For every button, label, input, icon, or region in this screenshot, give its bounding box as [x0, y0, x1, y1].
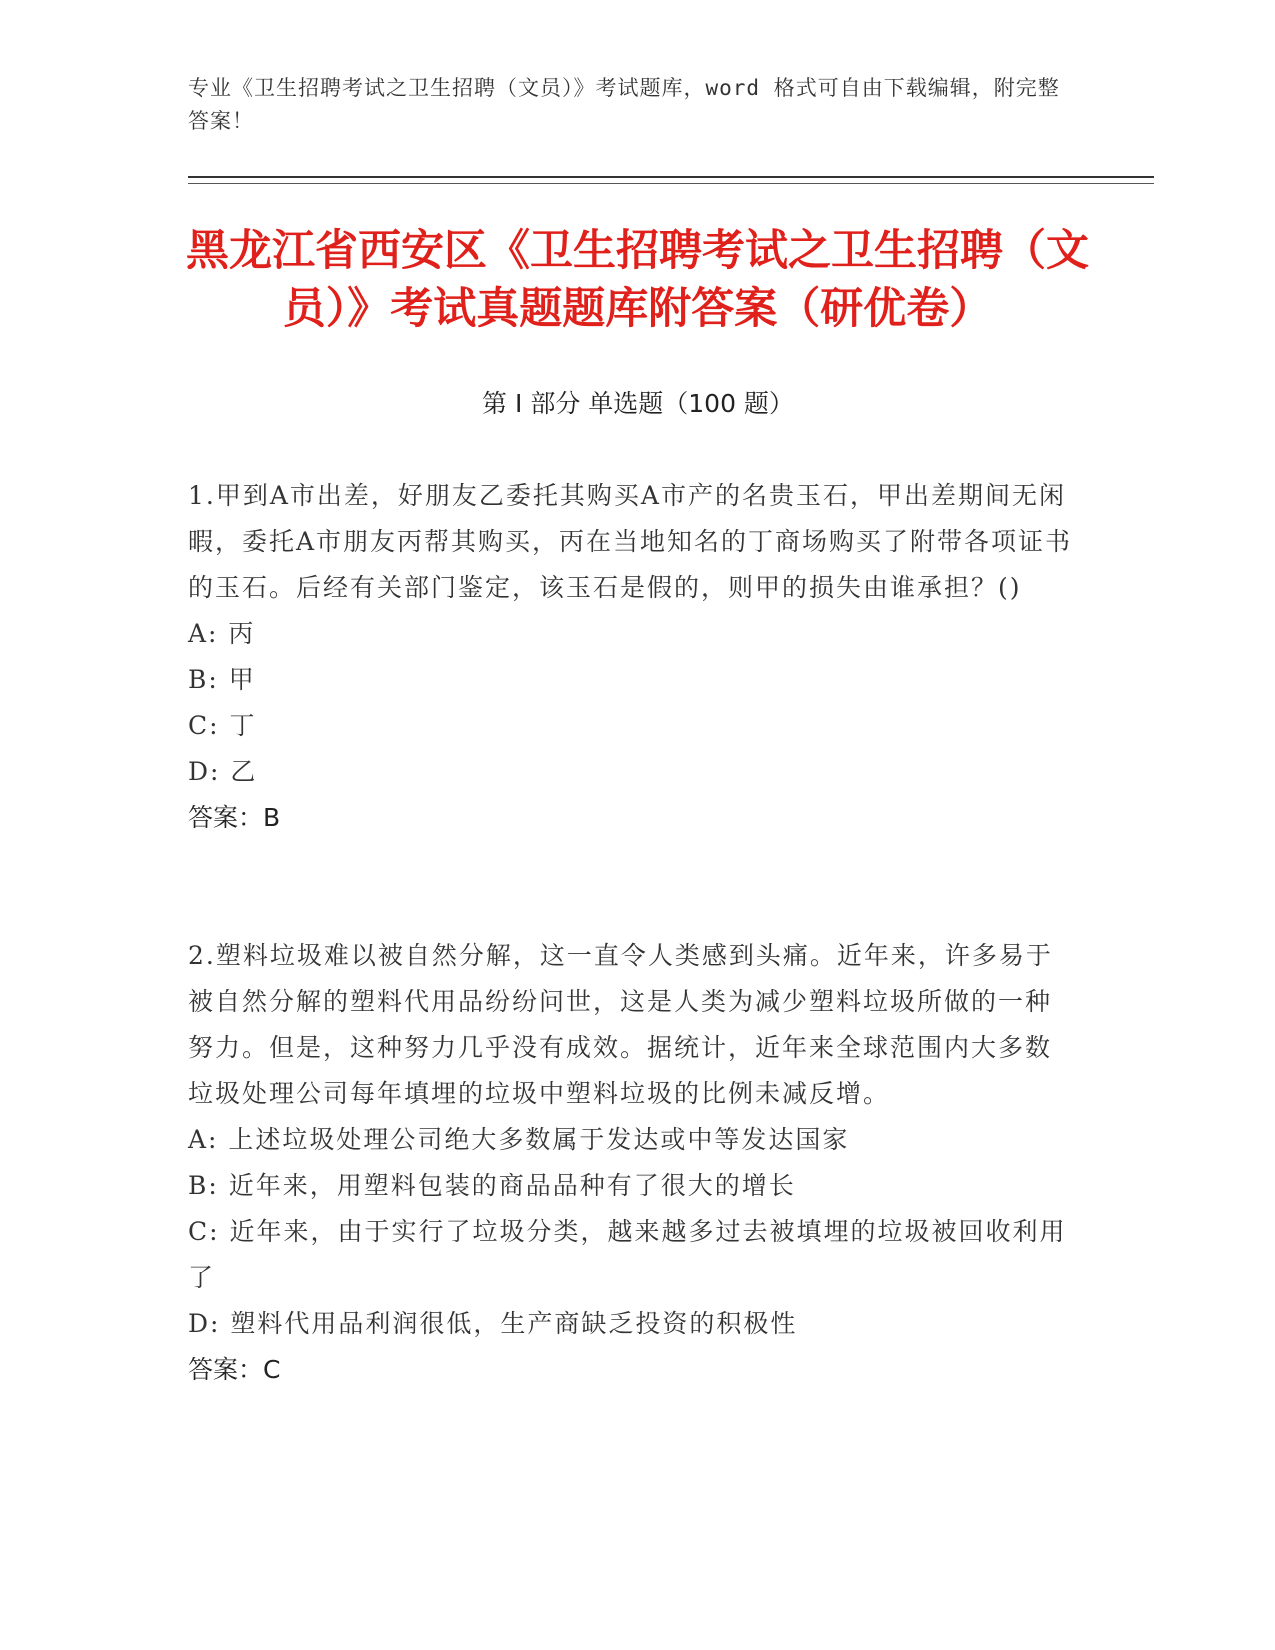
- header-divider-thick: [188, 176, 1154, 178]
- answer: 答案：B: [188, 803, 281, 832]
- question-1: [188, 473, 1078, 841]
- header-note: 专业《卫生招聘考试之卫生招聘（文员）》考试题库，word 格式可自由下载编辑，附完整答案！: [188, 76, 1060, 133]
- question-stem: 1.甲到A市出差，好朋友乙委托其购买A市产的名贵玉石，甲出差期间无闲暇，委托A市朋友丙帮其购买，丙在当地知名的丁商场购买了附带各项证书的玉石。后经有关部门鉴定，该玉石是假的，则甲的损失由谁承担？(): [188, 481, 1073, 602]
- option-a: A: 上述垃圾处理公司绝大多数属于发达或中等发达国家: [188, 1125, 850, 1154]
- option-b: B: 近年来，用塑料包装的商品品种有了很大的增长: [188, 1171, 796, 1200]
- option-c: C: 丁: [188, 711, 257, 740]
- section-title: 第 I 部分 单选题（100 题）: [482, 389, 794, 418]
- document-title: 黑龙江省西安区《卫生招聘考试之卫生招聘（文员）》考试真题题库附答案（研优卷）: [186, 226, 1089, 334]
- option-d: D: 塑料代用品利润很低，生产商缺乏投资的积极性: [188, 1309, 798, 1338]
- option-c: C: 近年来，由于实行了垃圾分类，越来越多过去被填埋的垃圾被回收利用了: [188, 1217, 1067, 1292]
- question-2: [188, 933, 1078, 1393]
- option-b: B: 甲: [188, 665, 256, 694]
- header-divider-thin: [188, 183, 1154, 184]
- option-d: D: 乙: [188, 757, 258, 786]
- option-a: A: 丙: [188, 619, 256, 648]
- answer: 答案：C: [188, 1355, 281, 1384]
- question-stem: 2.塑料垃圾难以被自然分解，这一直令人类感到头痛。近年来，许多易于被自然分解的塑料代用品纷纷问世，这是人类为减少塑料垃圾所做的一种努力。但是，这种努力几乎没有成效。据统计，近年来全球范围内大多数垃圾处理公司每年填埋的垃圾中塑料垃圾的比例未减反增。: [188, 941, 1053, 1108]
